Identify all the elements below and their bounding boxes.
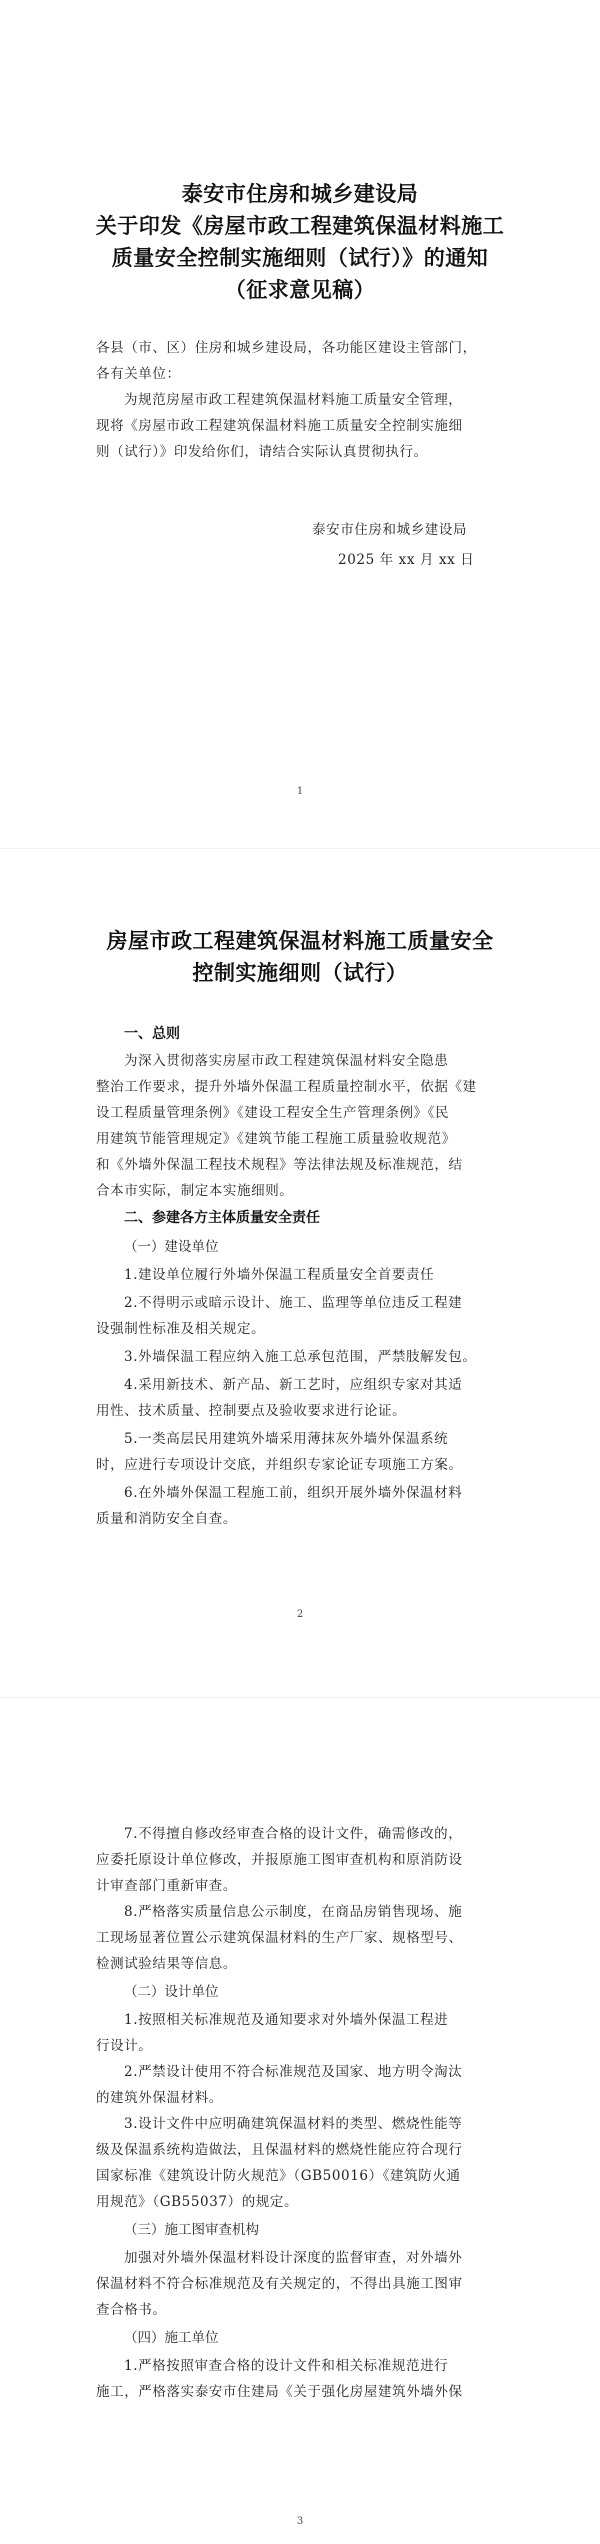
design-line-2: 行设计。 — [96, 2038, 153, 2054]
design-line-3: 2.严禁设计使用不符合标准规范及国家、地方明令淘汰 — [124, 2064, 463, 2080]
construction-line-2: 施工，严格落实泰安市住建局《关于强化房屋建筑外墙外保 — [96, 2384, 463, 2400]
owner-line-15: 工现场显著位置公示建筑保温材料的生产厂家、规格型号、 — [96, 1930, 463, 1946]
section-heading-general: 一、总则 — [124, 1026, 180, 1042]
page-number-3: 3 — [296, 2516, 304, 2527]
notice-title-line-4: （征求意见稿） — [224, 277, 376, 302]
general-line-2: 整治工作要求，提升外墙外保温工程质量控制水平，依据《建 — [96, 1079, 477, 1095]
subsection-heading-review: （三）施工图审查机构 — [124, 2222, 259, 2238]
owner-line-6: 用性、技术质量、控制要点及验收要求进行论证。 — [96, 1403, 407, 1419]
body-line-3: 则（试行）》印发给你们，请结合实际认真贯彻执行。 — [96, 444, 428, 460]
document-page-3 — [0, 1698, 600, 2544]
section-heading-responsibilities: 二、参建各方主体质量安全责任 — [124, 1210, 320, 1226]
review-line-3: 查合格书。 — [96, 2302, 167, 2318]
owner-line-8: 时，应进行专项设计交底，并组织专家论证专项施工方案。 — [96, 1457, 463, 1473]
general-line-1: 为深入贯彻落实房屋市政工程建筑保温材料安全隐患 — [124, 1053, 449, 1069]
notice-title-line-2: 关于印发《房屋市政工程建筑保温材料施工 — [95, 213, 505, 238]
owner-line-13: 计审查部门重新审查。 — [96, 1878, 237, 1894]
addressee-line-1: 各县（市、区）住房和城乡建设局，各功能区建设主管部门， — [96, 340, 477, 356]
owner-line-1: 1.建设单位履行外墙外保温工程质量安全首要责任 — [124, 1267, 435, 1283]
subsection-heading-construction: （四）施工单位 — [124, 2330, 219, 2346]
owner-line-14: 8.严格落实质量信息公示制度，在商品房销售现场、施 — [124, 1904, 463, 1920]
owner-line-16: 检测试验结果等信息。 — [96, 1956, 237, 1972]
page-number-2: 2 — [296, 1609, 304, 1620]
owner-line-4: 3.外墙保温工程应纳入施工总承包范围，严禁肢解发包。 — [124, 1349, 477, 1365]
owner-line-10: 质量和消防安全自查。 — [96, 1511, 237, 1527]
general-line-3: 设工程质量管理条例》《建设工程安全生产管理条例》《民 — [96, 1105, 450, 1121]
page-number-1: 1 — [296, 786, 304, 797]
owner-line-12: 应委托原设计单位修改，并报原施工图审查机构和原消防设 — [96, 1852, 463, 1868]
review-line-2: 保温材料不符合标准规范及有关规定的，不得出具施工图审 — [96, 2276, 463, 2292]
rules-title-line-2: 控制实施细则（试行） — [192, 960, 408, 985]
owner-line-2: 2.不得明示或暗示设计、施工、监理等单位违反工程建 — [124, 1295, 463, 1311]
general-line-4: 用建筑节能管理规定》《建筑节能工程施工质量验收规范》 — [96, 1131, 456, 1147]
document-page-1 — [0, 0, 600, 848]
addressee-line-2: 各有关单位： — [96, 366, 181, 382]
rules-title-line-1: 房屋市政工程建筑保温材料施工质量安全 — [106, 928, 494, 953]
subsection-heading-design: （二）设计单位 — [124, 1984, 219, 2000]
construction-line-1: 1.严格按照审查合格的设计文件和相关标准规范进行 — [124, 2358, 449, 2374]
subsection-heading-owner: （一）建设单位 — [124, 1239, 219, 1255]
signature: 泰安市住房和城乡建设局 — [312, 522, 468, 538]
design-line-6: 级及保温系统构造做法，且保温材料的燃烧性能应符合现行 — [96, 2142, 463, 2158]
design-line-7: 国家标准《建筑设计防火规范》（GB50016）《建筑防火通 — [96, 2168, 461, 2184]
owner-line-5: 4.采用新技术、新产品、新工艺时，应组织专家对其适 — [124, 1377, 463, 1393]
review-line-1: 加强对外墙外保温材料设计深度的监督审查，对外墙外 — [124, 2250, 463, 2266]
notice-title-line-3: 质量安全控制实施细则（试行）》的通知 — [111, 245, 489, 270]
notice-title-line-1: 泰安市住房和城乡建设局 — [181, 181, 419, 206]
general-line-5: 和《外墙外保温工程技术规程》等法律法规及标准规范，结 — [96, 1157, 463, 1173]
document-page-2 — [0, 849, 600, 1697]
design-line-8: 用规范》（GB55037）的规定。 — [96, 2194, 299, 2210]
owner-line-9: 6.在外墙外保温工程施工前，组织开展外墙外保温材料 — [124, 1485, 463, 1501]
design-line-1: 1.按照相关标准规范及通知要求对外墙外保温工程进 — [124, 2012, 449, 2028]
design-line-5: 3.设计文件中应明确建筑保温材料的类型、燃烧性能等 — [124, 2116, 463, 2132]
owner-line-11: 7.不得擅自修改经审查合格的设计文件，确需修改的， — [124, 1826, 463, 1842]
design-line-4: 的建筑外保温材料。 — [96, 2090, 223, 2106]
general-line-6: 合本市实际，制定本实施细则。 — [96, 1183, 294, 1199]
owner-line-3: 设强制性标准及相关规定。 — [96, 1321, 266, 1337]
body-line-1: 为规范房屋市政工程建筑保温材料施工质量安全管理， — [124, 392, 463, 408]
body-line-2: 现将《房屋市政工程建筑保温材料施工质量安全控制实施细 — [96, 418, 463, 434]
owner-line-7: 5.一类高层民用建筑外墙采用薄抹灰外墙外保温系统 — [124, 1431, 449, 1447]
date: 2025 年 xx 月 xx 日 — [338, 552, 475, 568]
